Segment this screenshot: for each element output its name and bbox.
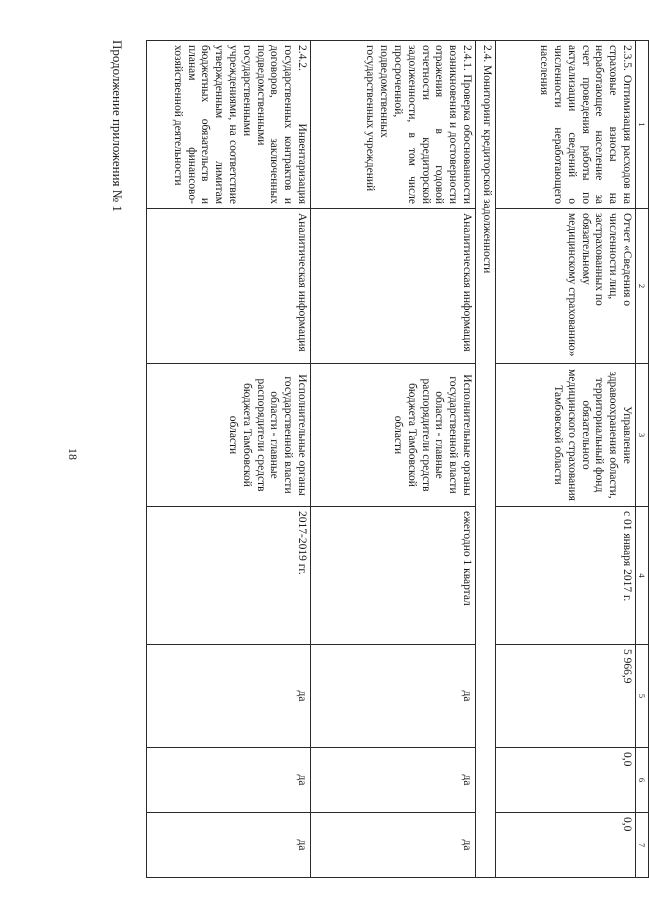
- executor-cell: Исполнительные органы государственной власти области - главные распорядители средств бюджета Тамбовской области: [147, 364, 311, 507]
- report-cell: Аналитическая информация: [147, 209, 311, 364]
- value-2019-cell: да: [147, 813, 311, 878]
- value-2017-cell: да: [147, 645, 311, 748]
- deadline-cell: 2017-2019 гг.: [147, 507, 311, 645]
- rotated-table-area: [146, 40, 649, 877]
- value-2018-cell: да: [147, 748, 311, 813]
- header-col-7: 7: [636, 813, 649, 878]
- header-col-4: 4: [636, 507, 649, 645]
- section-title: 2.4. Мониторинг кредиторской задолженности: [476, 41, 496, 878]
- value-2018-cell: да: [311, 748, 476, 813]
- executor-cell: Исполнительные органы государственной власти области - главные распорядители средств бюджета Тамбовской области: [311, 364, 476, 507]
- deadline-cell: с 01 января 2017 г.: [496, 507, 636, 645]
- table-row-2-4-1: [311, 41, 476, 878]
- deadline-cell: ежегодно 1 квартал: [311, 507, 476, 645]
- value-2018-cell: 0,0: [496, 748, 636, 813]
- table-row-2-4-2: [147, 41, 311, 878]
- header-col-3: 3: [636, 364, 649, 507]
- report-cell: Отчет «Сведения о численности лиц, застрахованных по обязательному медицинскому страхованию»: [496, 209, 636, 364]
- page-number: 18: [66, 448, 80, 460]
- plan-table: [146, 40, 649, 878]
- measure-cell: 2.4.1. Проверка обоснованности возникновения и достоверности отражения в годовой отчетности кредиторской задолженности, в том числе просроченной, подведомственных государственных учреждений: [311, 41, 476, 209]
- header-col-2: 2: [636, 209, 649, 364]
- measure-cell: 2.4.2. Инвентаризация государственных контрактов и договоров, заключенных подведомственными государственными учреждениями, на соответствие утвержденным лимитам бюджетных обязательств и планам финансово-хозяйственной деятельности: [147, 41, 311, 209]
- header-col-6: 6: [636, 748, 649, 813]
- table-row-2-3-5: [496, 41, 636, 878]
- header-col-1: 1: [636, 41, 649, 209]
- section-row-2-4: [476, 41, 496, 878]
- executor-cell: Управление здравоохранения области, территориальный фонд обязательного медицинского страхования Тамбовской области: [496, 364, 636, 507]
- continuation-label: Продолжение приложения № 1: [110, 40, 125, 212]
- measure-cell: 2.3.5. Оптимизация расходов на страховые взносы на неработающее население за счет проведения работы по актуализации сведений о численности неработающего населения: [496, 41, 636, 209]
- value-2019-cell: да: [311, 813, 476, 878]
- value-2017-cell: 5 966,9: [496, 645, 636, 748]
- report-cell: Аналитическая информация: [311, 209, 476, 364]
- value-2017-cell: да: [311, 645, 476, 748]
- header-row: [636, 41, 649, 878]
- header-col-5: 5: [636, 645, 649, 748]
- value-2019-cell: 0,0: [496, 813, 636, 878]
